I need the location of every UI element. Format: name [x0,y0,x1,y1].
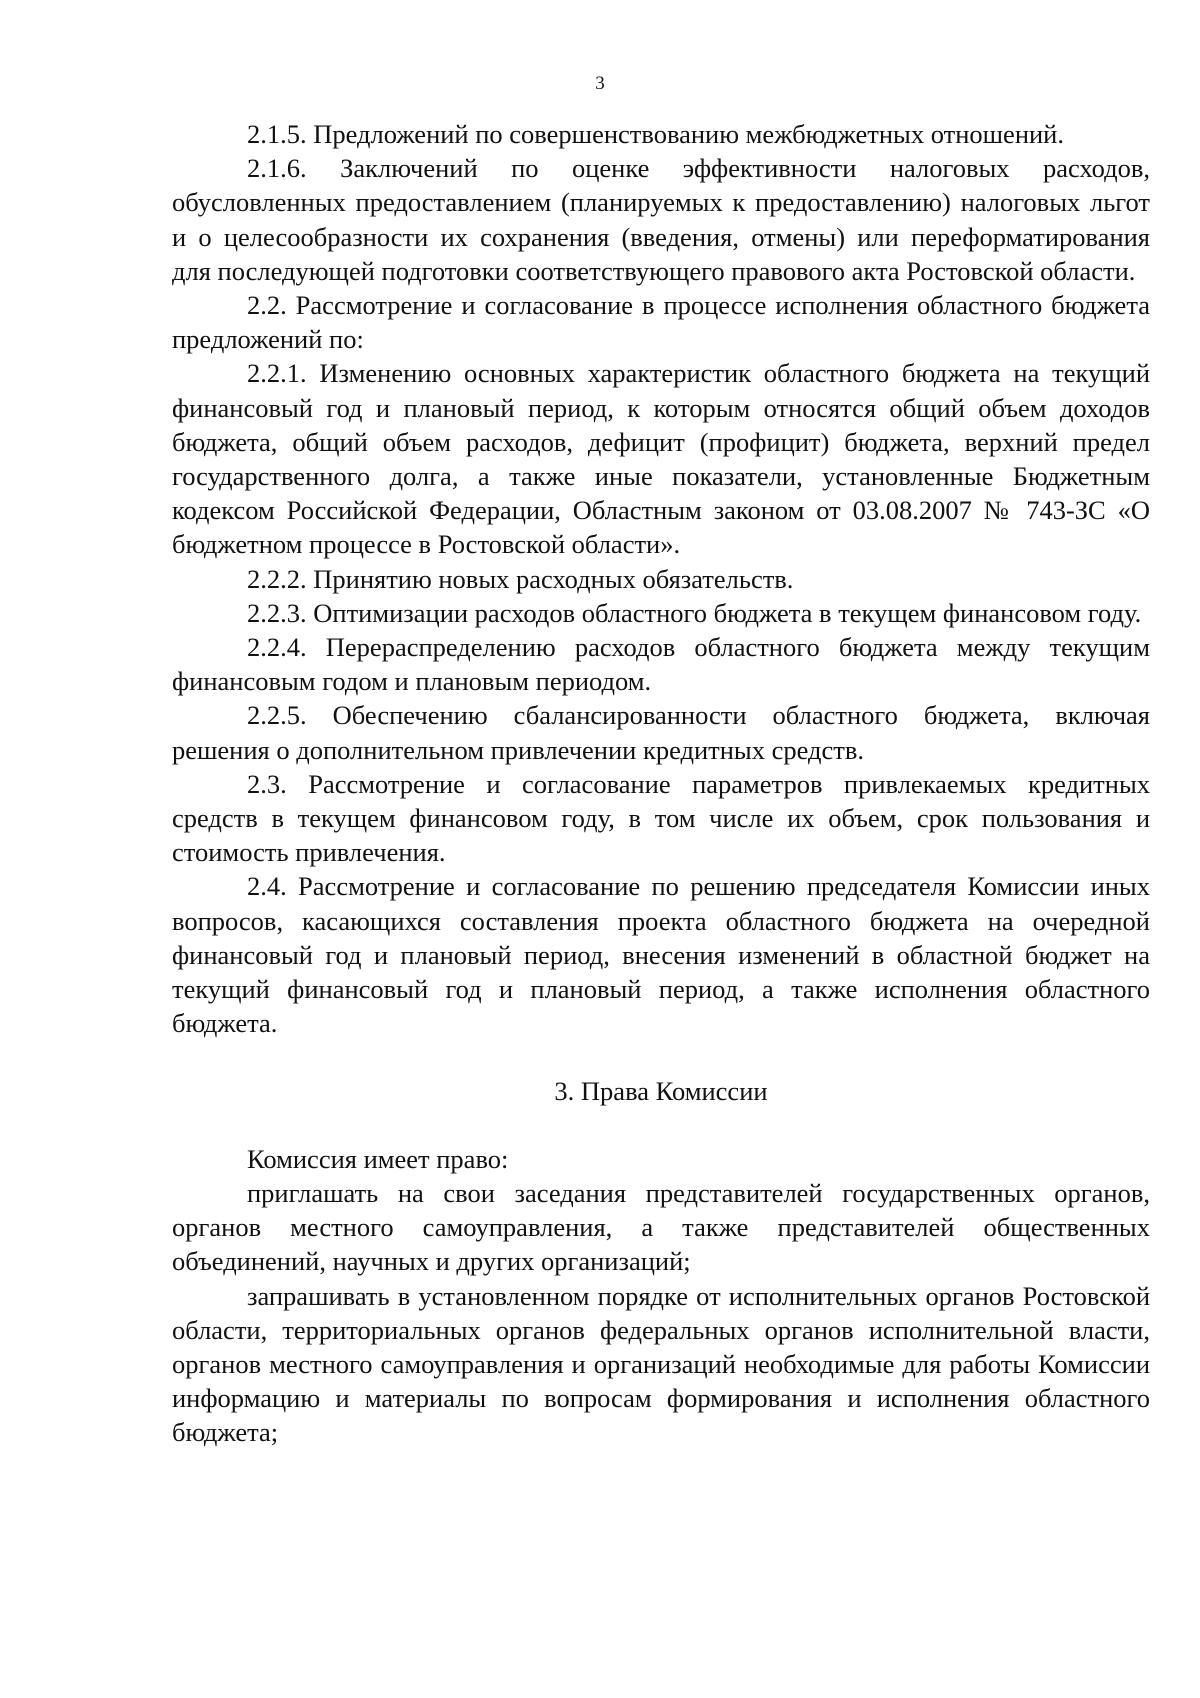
paragraph-2-1-6: 2.1.6. Заключений по оценке эффективности налоговых расходов, обусловленных предоставлением (планируемых к предоставлению) налоговых льгот и о целесообразности их сохранения (введения, отмены) или переформатирования для последующей подготовки соответствующего правового акта Ростовской области. [172,153,1150,286]
paragraph-2-2-5: 2.2.5. Обеспечению сбалансированности областного бюджета, включая решения о дополнительном привлечении кредитных средств. [172,700,1150,765]
paragraph-2-2-2: 2.2.2. Принятию новых расходных обязательств. [247,563,794,594]
paragraph-2-2: 2.2. Рассмотрение и согласование в процессе исполнения областного бюджета предложений по: [172,290,1150,355]
paragraph-2-4: 2.4. Рассмотрение и согласование по решению председателя Комиссии иных вопросов, касающихся составления проекта областного бюджета на очередной финансовый год и плановый период, внесения изменений в областной бюджет на текущий финансовый год и плановый период, а также исполнения областного бюджета. [172,871,1150,1039]
paragraph-2-2-1: 2.2.1. Изменению основных характеристик областного бюджета на текущий финансовый год и плановый период, к которым относятся общий объем доходов бюджета, общий объем расходов, дефицит (профицит) бюджета, верхний предел государственного долга, а также иные показатели, установленные Бюджетным кодексом Российской Федерации, Областным законом от 03.08.2007 № 743-ЗС «О бюджетном процессе в Ростовской области». [172,358,1150,560]
document-body [172,117,1150,1450]
paragraph-2-2-3: 2.2.3. Оптимизации расходов областного бюджета в текущем финансовом году. [247,597,1142,628]
right-invite: приглашать на свои заседания представителей государственных органов, органов местного самоуправления, а также представителей общественных объединений, научных и других организаций; [172,1177,1150,1277]
paragraph-2-2-4: 2.2.4. Перераспределению расходов областного бюджета между текущим финансовым годом и плановым периодом. [172,632,1150,697]
rights-intro: Комиссия имеет право: [247,1143,509,1174]
paragraph-2-1-5: 2.1.5. Предложений по совершенствованию межбюджетных отношений. [247,119,1064,149]
paragraph-2-3: 2.3. Рассмотрение и согласование параметров привлекаемых кредитных средств в текущем финансовом году, в том числе их объем, срок пользования и стоимость привлечения. [172,768,1150,868]
right-request: запрашивать в установленном порядке от исполнительных органов Ростовской области, территориальных органов федеральных органов исполнительной власти, органов местного самоуправления и организаций необходимые для работы Комиссии информацию и материалы по вопросам формирования и исполнения областного бюджета; [172,1280,1150,1448]
page-number: 3 [595,73,605,94]
section-title: 3. Права Комиссии [554,1076,768,1107]
